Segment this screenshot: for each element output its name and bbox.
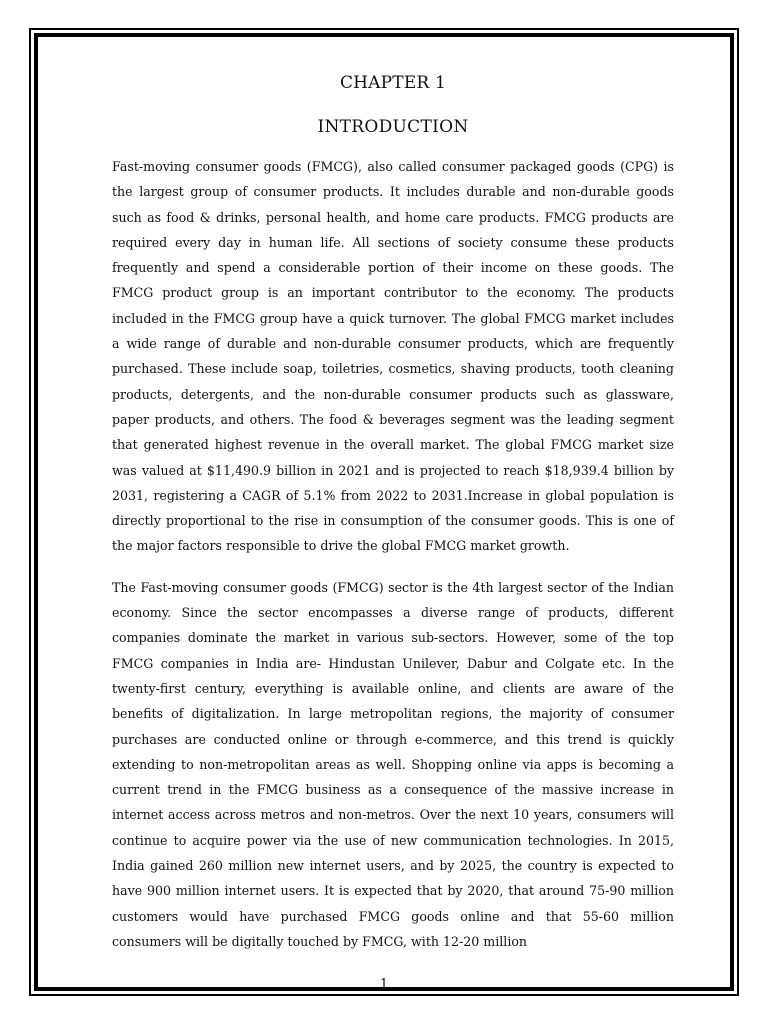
page-content xyxy=(112,70,674,954)
body-paragraph-1: Fast-moving consumer goods (FMCG), also called consumer packaged goods (CPG) is the largest group of consumer products. It includes durable and non-durable goods such as food & drinks, personal health, and home care products. FMCG products are required every day in human life. All sections of society consume these products frequently and spend a considerable portion of their income on these goods. The FMCG product group is an important contributor to the economy. The products included in the FMCG group have a quick turnover. The global FMCG market includes a wide range of durable and non-durable consumer products, which are frequently purchased. These include soap, toiletries, cosmetics, shaving products, tooth cleaning products, detergents, and the non-durable consumer products such as glassware, paper products, and others. The food & beverages segment was the leading segment that generated highest revenue in the overall market. The global FMCG market size was valued at $11,490.9 billion in 2021 and is projected to reach $18,939.4 billion by 2031, registering a CAGR of 5.1% from 2022 to 2031.Increase in global population is directly proportional to the rise in consumption of the consumer goods. This is one of the major factors responsible to drive the global FMCG market growth. xyxy=(112,159,674,554)
body-paragraph-2: The Fast-moving consumer goods (FMCG) sector is the 4th largest sector of the Indian economy. Since the sector encompasses a diverse range of products, different companies dominate the market in various sub-sectors. However, some of the top FMCG companies in India are- Hindustan Unilever, Dabur and Colgate etc. In the twenty-first century, everything is available online, and clients are aware of the benefits of digitalization. In large metropolitan regions, the majority of consumer purchases are conducted online or through e-commerce, and this trend is quickly extending to non-metropolitan areas as well. Shopping online via apps is becoming a current trend in the FMCG business as a consequence of the massive increase in internet access across metros and non-metros. Over the next 10 years, consumers will continue to acquire power via the use of new communication technologies. In 2015, India gained 260 million new internet users, and by 2025, the country is expected to have 900 million internet users. It is expected that by 2020, that around 75-90 million customers would have purchased FMCG goods online and that 55-60 million consumers will be digitally touched by FMCG, with 12-20 million xyxy=(112,579,674,949)
page-number: 1 xyxy=(379,977,389,992)
chapter-title: INTRODUCTION xyxy=(317,117,469,137)
chapter-label: CHAPTER 1 xyxy=(339,73,447,93)
